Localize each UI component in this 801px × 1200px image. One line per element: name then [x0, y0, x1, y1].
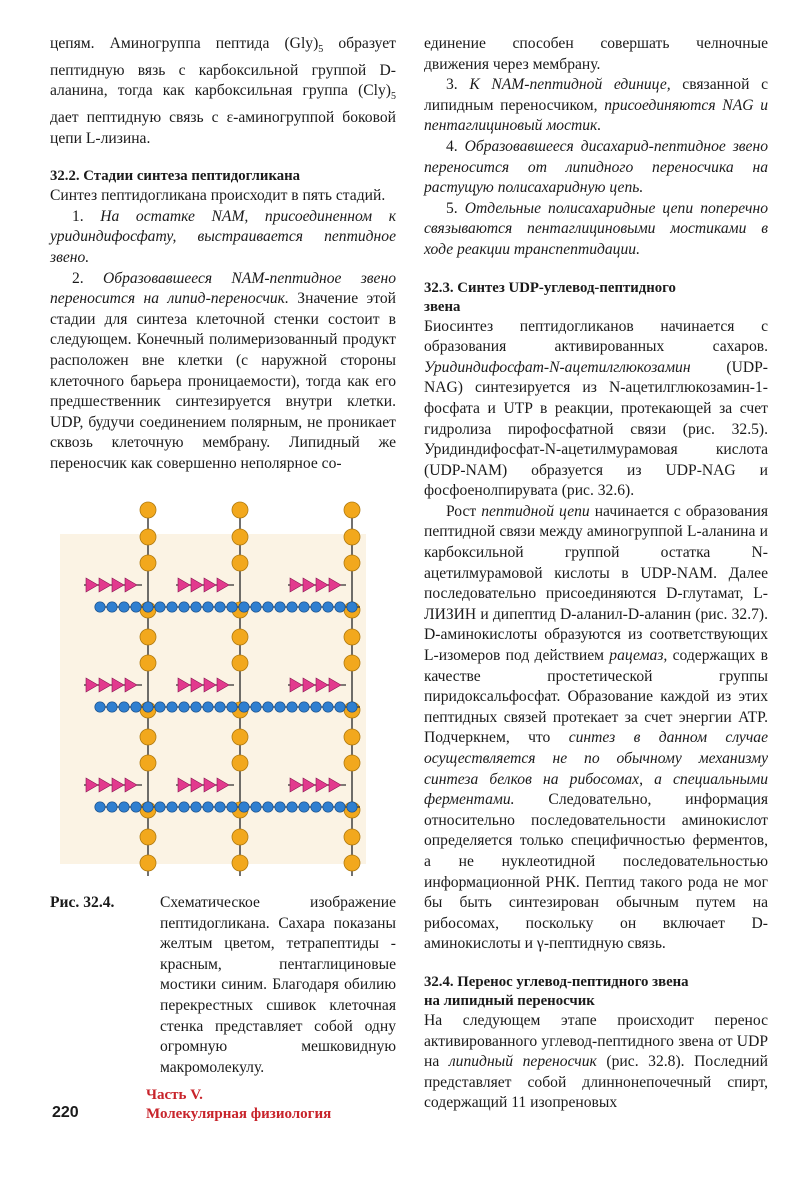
pentaglycine-bead	[155, 702, 165, 712]
pentaglycine-bead	[119, 702, 129, 712]
sugar-circle	[344, 529, 360, 545]
pentaglycine-bead	[311, 602, 321, 612]
sugar-circle	[344, 555, 360, 571]
pentaglycine-bead	[203, 602, 213, 612]
pentaglycine-bead	[227, 802, 237, 812]
pentaglycine-bead	[167, 702, 177, 712]
paragraph-peptide-chain: Рост пептидной цепи начинается с образования пептидной связи между аминогруппой L-аланина и карбоксильной группой остатка N-ацетилмурамовой кислоты в UDP-NAM. Далее последовательно присоединяются D-глутамат, L-ЛИЗИН и дипептид D-аланил-D-аланин (рис. 32.7). D-аминокислоты образуются из соответствующих L-изомеров под действием рацемаз, содержащих в качестве простетической группы пиридоксальфосфат. Образование каждой из этих пептидных связей протекает за счет энергии ATP. Подчеркнем, что синтез в данном случае осуществляется не по обычному механизму синтеза белков на рибосомах, а специальными ферментами. Следовательно, информация относительно последовательности аминокислот определяется только специфичностью ферментов, а не нуклеотидной последовательностью информационной РНК. Пептид такого рода не мог бы быть синтезирован обычным путем на рибосомах, поскольку он включает D-аминокислоты и γ-пептидную связь.	[424, 502, 769, 953]
pentaglycine-bead	[239, 702, 249, 712]
pentaglycine-bead	[167, 602, 177, 612]
sugar-circle	[344, 629, 360, 645]
pentaglycine-bead	[287, 802, 297, 812]
pentaglycine-bead	[107, 702, 117, 712]
paragraph-stages: Синтез пептидогликана происходит в пять стадий.	[50, 187, 386, 205]
pentaglycine-bead	[179, 702, 189, 712]
pentaglycine-bead	[287, 702, 297, 712]
pentaglycine-bead	[251, 602, 261, 612]
pentaglycine-bead	[143, 702, 153, 712]
pentaglycine-bead	[119, 802, 129, 812]
paragraph-lipid-transfer: На следующем этапе происходит перенос активированного углевод-пептидного звена от UDP на липидный переносчик (рис. 32.8). Последний представляет собой длиннонепочечный спирт, содержащий 11 изопреновых	[424, 1011, 768, 1112]
pentaglycine-bead	[263, 802, 273, 812]
pentaglycine-bead	[335, 602, 345, 612]
pentaglycine-bead	[215, 602, 225, 612]
pentaglycine-bead	[167, 802, 177, 812]
pentaglycine-bead	[131, 602, 141, 612]
pentaglycine-bead	[239, 802, 249, 812]
pentaglycine-bead	[215, 802, 225, 812]
section-heading-32-3: 32.3. Синтез UDP-углевод-пептидного звена	[424, 279, 676, 315]
pentaglycine-bead	[275, 602, 285, 612]
sugar-circle	[140, 729, 156, 745]
paragraph-intro: цепям. Аминогруппа пептида $(Gly)_5$ образует пептидную вязь с карбоксильной группой D-аланина, тогда как карбоксильная группа $(Cly)_5$ дает пептидную связь с ε-аминогруппой боковой цепи L-лизина.	[50, 35, 396, 147]
pentaglycine-bead	[143, 802, 153, 812]
pentaglycine-bead	[203, 802, 213, 812]
pentaglycine-bead	[155, 602, 165, 612]
pentaglycine-bead	[107, 802, 117, 812]
sugar-circle	[232, 629, 248, 645]
sugar-circle	[232, 855, 248, 871]
stage-3: 3. К NAM-пептидной единице, связанной с липидным переносчиком, присоединяются NAG и пентаглициновый мостик.	[424, 76, 769, 135]
sugar-circle	[232, 729, 248, 745]
pentaglycine-bead	[203, 702, 213, 712]
pentaglycine-bead	[299, 702, 309, 712]
pentaglycine-bead	[155, 802, 165, 812]
pentaglycine-bead	[251, 802, 261, 812]
sugar-circle	[232, 555, 248, 571]
pentaglycine-bead	[299, 802, 309, 812]
sugar-circle	[140, 855, 156, 871]
sugar-circle	[140, 655, 156, 671]
caption-text: Схематическое изображение пептидогликана. Сахара показаны желтым цветом, тетрапептиды - красным, пентаглициновые мостики синим. Благодаря обилию перекрестных сшивок клеточная стенка представляет собой одну огромную мешковидную макромолекулу.	[160, 894, 396, 1076]
sugar-circle	[140, 502, 156, 518]
stage-2: 2. Образовавшееся NAM-пептидное звено переносится на липид-переносчик. Значение этой стадии для синтеза клеточной стенки состоит в следующем. Конечный полимеризованный продукт расположен вне клетки (с наружной стороны клеточного барьера проницаемости), тогда как его предшественник синтезируется внутри клетки. UDP, будучи соединением полярным, не проникает сквозь клеточную мембрану. Липидный же переносчик как совершенно неполярное со-	[50, 269, 397, 472]
pentaglycine-bead	[263, 602, 273, 612]
pentaglycine-bead	[131, 802, 141, 812]
pentaglycine-bead	[323, 802, 333, 812]
pentaglycine-bead	[179, 602, 189, 612]
pentaglycine-bead	[347, 602, 357, 612]
sugar-circle	[232, 529, 248, 545]
section-heading-32-4: 32.4. Перенос углевод-пептидного звена на липидный переносчик	[424, 973, 689, 1009]
pentaglycine-bead	[335, 702, 345, 712]
left-column	[50, 34, 396, 475]
paragraph-continuation: единение способен совершать челночные движения через мембрану.	[424, 35, 768, 73]
pentaglycine-bead	[95, 702, 105, 712]
sugar-circle	[140, 629, 156, 645]
sugar-circle	[344, 829, 360, 845]
sugar-circle	[344, 729, 360, 745]
page-number: 220	[52, 1104, 79, 1121]
pentaglycine-bead	[191, 602, 201, 612]
sugar-circle	[344, 655, 360, 671]
pentaglycine-bead	[119, 602, 129, 612]
pentaglycine-bead	[311, 802, 321, 812]
sugar-circle	[232, 755, 248, 771]
sugar-circle	[344, 502, 360, 518]
pentaglycine-bead	[107, 602, 117, 612]
pentaglycine-bead	[275, 802, 285, 812]
pentaglycine-bead	[95, 602, 105, 612]
peptidoglycan-diagram	[60, 490, 396, 890]
stage-4: 4. Образовавшееся дисахарид-пептидное звено переносится от липидного переносчика на растущую полисахаридную цепь.	[424, 137, 769, 197]
stage-1: 1. На остатке NAM, присоединенном к уридиндифосфату, выстраивается пептидное звено.	[50, 207, 396, 266]
sugar-circle	[140, 529, 156, 545]
pentaglycine-bead	[263, 702, 273, 712]
pentaglycine-bead	[287, 602, 297, 612]
pentaglycine-bead	[251, 702, 261, 712]
pentaglycine-bead	[131, 702, 141, 712]
sugar-circle	[140, 555, 156, 571]
pentaglycine-bead	[95, 802, 105, 812]
sugar-circle	[140, 829, 156, 845]
pentaglycine-bead	[299, 602, 309, 612]
pentaglycine-bead	[179, 802, 189, 812]
sugar-circle	[232, 829, 248, 845]
pentaglycine-bead	[191, 802, 201, 812]
pentaglycine-bead	[275, 702, 285, 712]
section-heading-32-2: 32.2. Стадии синтеза пептидогликана	[50, 168, 301, 185]
caption-label: Рис. 32.4.	[50, 894, 115, 911]
pentaglycine-bead	[311, 702, 321, 712]
pentaglycine-bead	[323, 702, 333, 712]
right-column	[424, 34, 768, 1114]
pentaglycine-bead	[323, 602, 333, 612]
stage-5: 5. Отдельные полисахаридные цепи поперечно связываются пентаглициновыми мостиками в ходе реакции транспептидации.	[424, 199, 768, 258]
sugar-circle	[232, 502, 248, 518]
sugar-circle	[232, 655, 248, 671]
pentaglycine-bead	[191, 702, 201, 712]
pentaglycine-bead	[335, 802, 345, 812]
pentaglycine-bead	[239, 602, 249, 612]
sugar-circle	[140, 755, 156, 771]
sugar-circle	[344, 755, 360, 771]
pentaglycine-bead	[347, 802, 357, 812]
pentaglycine-bead	[215, 702, 225, 712]
sugar-circle	[344, 855, 360, 871]
part-title: Часть V. Молекулярная физиология	[146, 1087, 332, 1122]
paragraph-udp-synthesis: Биосинтез пептидогликанов начинается с образования активированных сахаров. Уридиндифосфат-N-ацетилглюкозамин (UDP-NAG) синтезируется из N-ацетилглюкозамин-1-фосфата и UTP в реакции, протекающей за счет гидролиза пирофосфатной связи (рис. 32.5). Уридиндифосфат-N-ацетилмурамовая кислота (UDP-NAM) образуется из UDP-NAG и фосфоенолпирувата (рис. 32.6).	[424, 317, 768, 500]
pentaglycine-bead	[347, 702, 357, 712]
pentaglycine-bead	[143, 602, 153, 612]
pentaglycine-bead	[227, 702, 237, 712]
pentaglycine-bead	[227, 602, 237, 612]
